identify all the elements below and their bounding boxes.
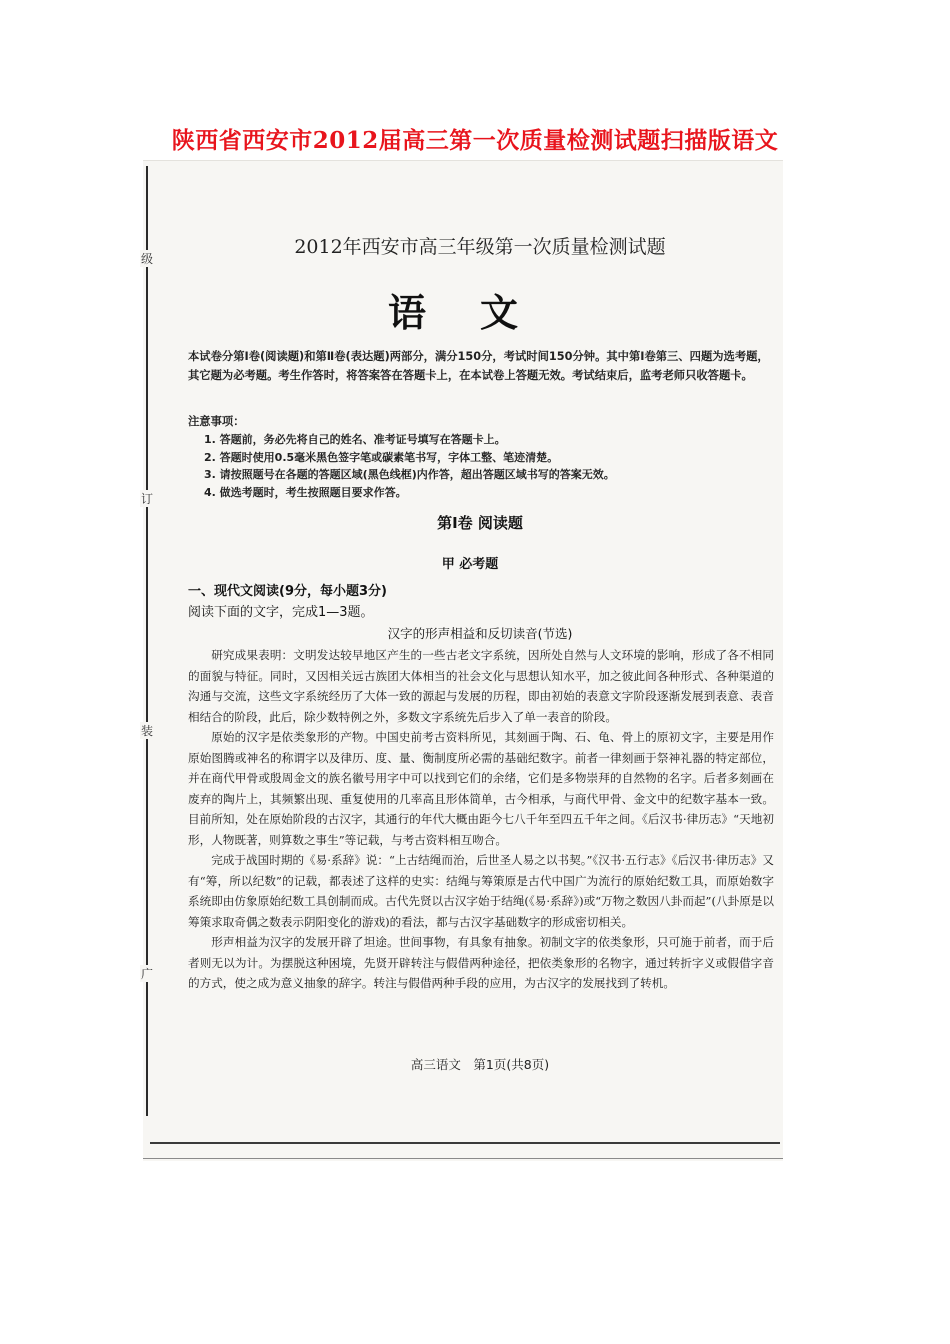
article-paragraph: 研究成果表明：文明发达较早地区产生的一些古老文字系统，因所处自然与人文环境的影响，形成了各不相同的面貌与特征。同时，又因相关远古族团大体相当的社会文化与思想认知水平，加之彼此间各种形式、各种渠道的沟通与交流，这些文字系统经历了大体一致的源起与发展的历程，即由初始的表意文字阶段逐渐发展到表意、表音相结合的阶段，此后，除少数特例之外，多数文字系统先后步入了单一表音的阶段。 [188,648,774,724]
scan-bottom-line [150,1142,780,1144]
article-paragraph: 完成于战国时期的《易·系辞》说：“上古结绳而治，后世圣人易之以书契。”《汉书·五行志》《后汉书·律历志》又有“筹，所以纪数”的记载，都表述了这样的史实：结绳与筹策原是古代中国广为流行的原始纪数工具，而原始数字系统即由仿象原始纪数工具创制而成。古代先贤以古汉字始于结绳(《易·系辞》)或“万物之数因八卦而起”(八卦原是以筹策求取奇偶之数表示阴阳变化的游戏)的看法，都与古汉字基础数字的形成密切相关。 [188,853,774,929]
exam-intro: 本试卷分第Ⅰ卷(阅读题)和第Ⅱ卷(表达题)两部分，满分150分，考试时间150分钟。其中第Ⅰ卷第三、四题为选考题，其它题为必考题。考生作答时，将答案答在答题卡上，在本试卷上答题无效。考试结束后，监考老师只收答题卡。 [188,350,769,382]
article-body [188,645,774,994]
reading-instruction: 阅读下面的文字，完成1—3题。 [188,605,374,620]
notice-item: 2. 答题时使用0.5毫米黑色签字笔或碳素笔书写，字体工整、笔迹清楚。 [204,450,559,464]
binding-char-2: 订 [140,492,153,506]
notice-item: 3. 请按照题号在各题的答题区域(黑色线框)内作答，超出答题区域书写的答案无效。 [204,468,615,481]
article-paragraph: 形声相益为汉字的发展开辟了坦途。世间事物，有具象有抽象。初制文字的依类象形，只可施于前者，而于后者则无以为计。为摆脱这种困境，先贤开辟转注与假借两种途径，把依类象形的名物字，通过转折字义或假借字音的方式，使之成为意义抽象的辞字。转注与假借两种手段的应用，为古汉字的发展找到了转机。 [188,935,774,990]
article-title: 汉字的形声相益和反切读音(节选) [387,626,573,641]
document-title: 陕西省西安市2012届高三第一次质量检测试题扫描版语文 [171,127,779,154]
notice-heading: 注意事项： [188,415,245,428]
page-footer: 高三语文 第1页(共8页) [410,1057,550,1072]
binding-char-1: 级 [140,252,153,266]
notice-item: 4. 做选考题时，考生按照题目要求作答。 [204,485,407,499]
volume-heading: 第Ⅰ卷 阅读题 [437,514,523,532]
required-heading: 甲 必考题 [441,557,499,572]
article-paragraph: 原始的汉字是依类象形的产物。中国史前考古资料所见，其刻画于陶、石、龟、骨上的原初文字，主要是用作原始图腾或神名的称谓字以及律历、度、量、衡制度所必需的基础纪数字。前者一律刻画于祭神礼器的特定部位，并在商代甲骨或殷周金文的族名徽号用字中可以找到它们的余绪，它们是多物崇拜的自然物的名字。后者多刻画在废弃的陶片上，其频繁出现、重复使用的几率高且形体简单，古今相承，与商代甲骨、金文中的纪数字基本一致。目前所知，处在原始阶段的古汉字，其通行的年代大概由距今七八千年至四五千年之间。《后汉书·律历志》“天地初形，人物既著，则算数之事生”等记载，与考古资料相互吻合。 [188,730,774,847]
subject-title: 语文 [387,290,572,335]
binding-char-4: 广 [140,967,153,981]
binding-char-3: 装 [140,724,153,738]
notice-item: 1. 答题前，务必先将自己的姓名、准考证号填写在答题卡上。 [204,433,506,446]
exam-title: 2012年西安市高三年级第一次质量检测试题 [294,236,666,258]
section-heading: 一、现代文阅读(9分，每小题3分) [188,584,387,599]
scan-bottom-edge [143,1158,783,1159]
notice-list [204,431,764,501]
